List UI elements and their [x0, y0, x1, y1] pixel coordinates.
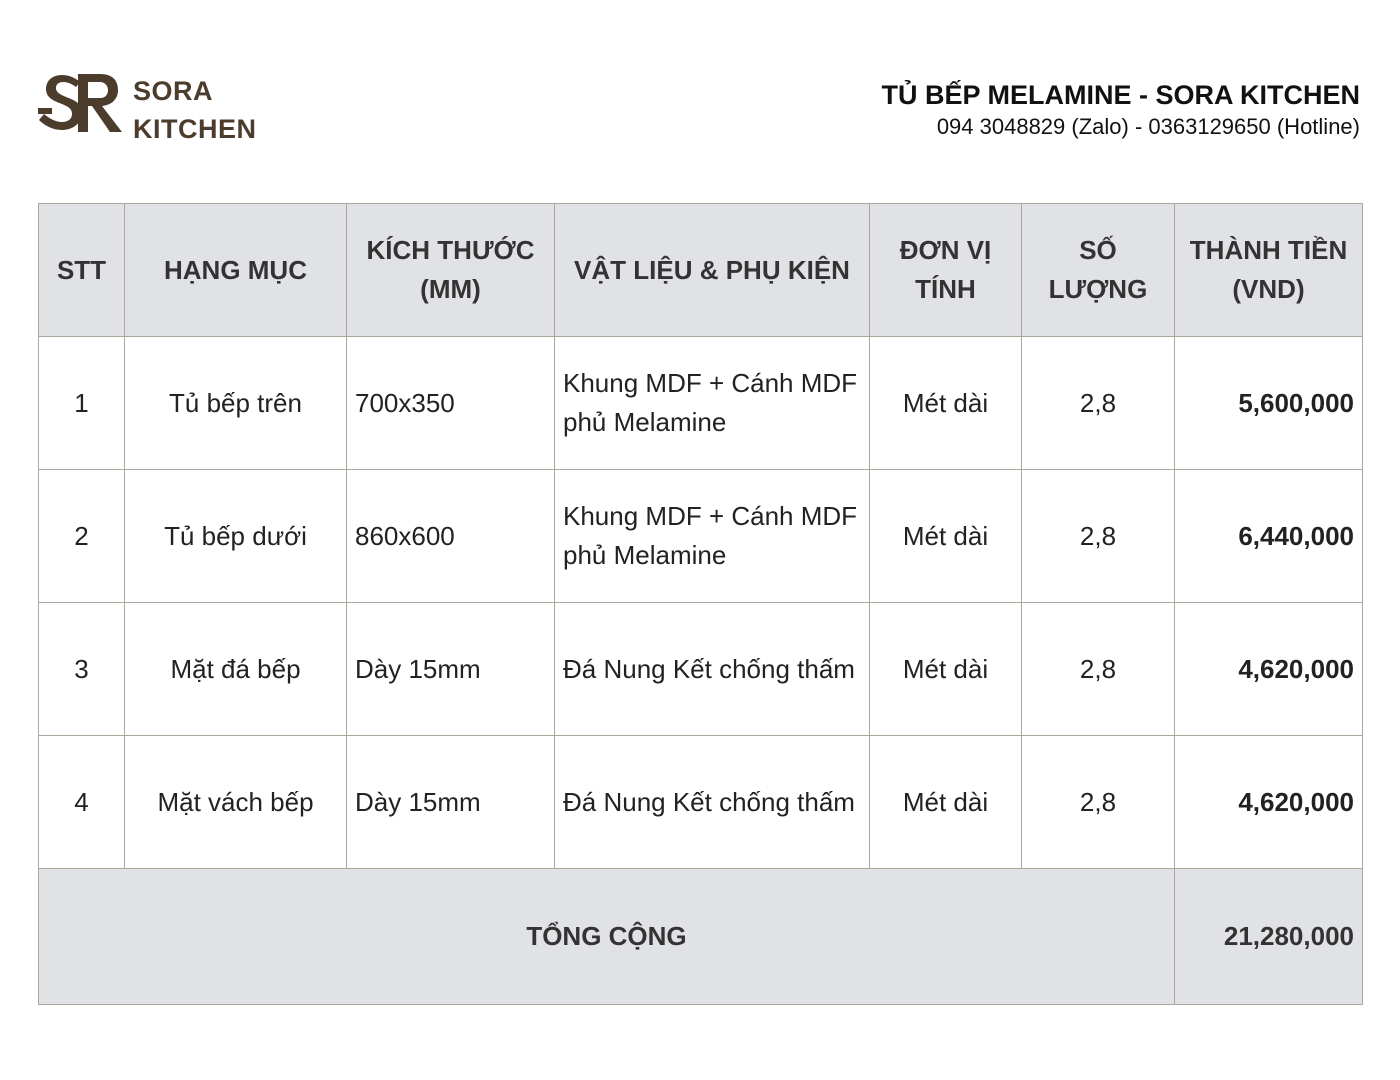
- document-title: TỦ BẾP MELAMINE - SORA KITCHEN: [881, 80, 1360, 110]
- table-row: [39, 736, 1363, 869]
- cell-stt: 4: [39, 736, 125, 869]
- column-header-material: VẬT LIỆU & PHỤ KIỆN: [555, 204, 870, 337]
- column-header-size: KÍCH THƯỚC (MM): [347, 204, 555, 337]
- table-row: [39, 470, 1363, 603]
- cell-size: 700x350: [347, 337, 555, 470]
- logo-text: [133, 72, 257, 148]
- cell-amount: 4,620,000: [1175, 603, 1363, 736]
- table-row: [39, 603, 1363, 736]
- cell-quantity: 2,8: [1022, 736, 1175, 869]
- logo: [38, 68, 278, 148]
- cell-unit: Mét dài: [870, 603, 1022, 736]
- cell-item: Mặt đá bếp: [125, 603, 347, 736]
- contact-info: 094 3048829 (Zalo) - 0363129650 (Hotline): [936, 114, 1360, 139]
- table-header-row: [39, 204, 1363, 337]
- sr-logo-icon: [38, 68, 128, 140]
- logo-line-2: KITCHEN: [133, 114, 257, 144]
- quotation-table: [38, 203, 1363, 1005]
- column-header-item: HẠNG MỤC: [125, 204, 347, 337]
- cell-unit: Mét dài: [870, 470, 1022, 603]
- cell-quantity: 2,8: [1022, 470, 1175, 603]
- cell-material: Đá Nung Kết chống thấm: [555, 603, 870, 736]
- cell-quantity: 2,8: [1022, 603, 1175, 736]
- table-row: [39, 337, 1363, 470]
- cell-quantity: 2,8: [1022, 337, 1175, 470]
- column-header-stt: STT: [39, 204, 125, 337]
- cell-item: Mặt vách bếp: [125, 736, 347, 869]
- column-header-quantity: SỐ LƯỢNG: [1022, 204, 1175, 337]
- total-label: TỔNG CỘNG: [39, 869, 1175, 1005]
- cell-stt: 3: [39, 603, 125, 736]
- cell-stt: 1: [39, 337, 125, 470]
- logo-line-1: SORA: [133, 76, 214, 106]
- cell-size: Dày 15mm: [347, 603, 555, 736]
- column-header-amount: THÀNH TIỀN (VND): [1175, 204, 1363, 337]
- total-row: [39, 869, 1363, 1005]
- cell-item: Tủ bếp trên: [125, 337, 347, 470]
- total-value: 21,280,000: [1175, 869, 1363, 1005]
- cell-amount: 4,620,000: [1175, 736, 1363, 869]
- cell-stt: 2: [39, 470, 125, 603]
- cell-size: Dày 15mm: [347, 736, 555, 869]
- cell-material: Khung MDF + Cánh MDF phủ Melamine: [555, 337, 870, 470]
- cell-material: Đá Nung Kết chống thấm: [555, 736, 870, 869]
- cell-unit: Mét dài: [870, 337, 1022, 470]
- cell-material: Khung MDF + Cánh MDF phủ Melamine: [555, 470, 870, 603]
- cell-amount: 5,600,000: [1175, 337, 1363, 470]
- document-header: [881, 78, 1360, 142]
- cell-amount: 6,440,000: [1175, 470, 1363, 603]
- cell-unit: Mét dài: [870, 736, 1022, 869]
- column-header-unit: ĐƠN VỊ TÍNH: [870, 204, 1022, 337]
- cell-size: 860x600: [347, 470, 555, 603]
- cell-item: Tủ bếp dưới: [125, 470, 347, 603]
